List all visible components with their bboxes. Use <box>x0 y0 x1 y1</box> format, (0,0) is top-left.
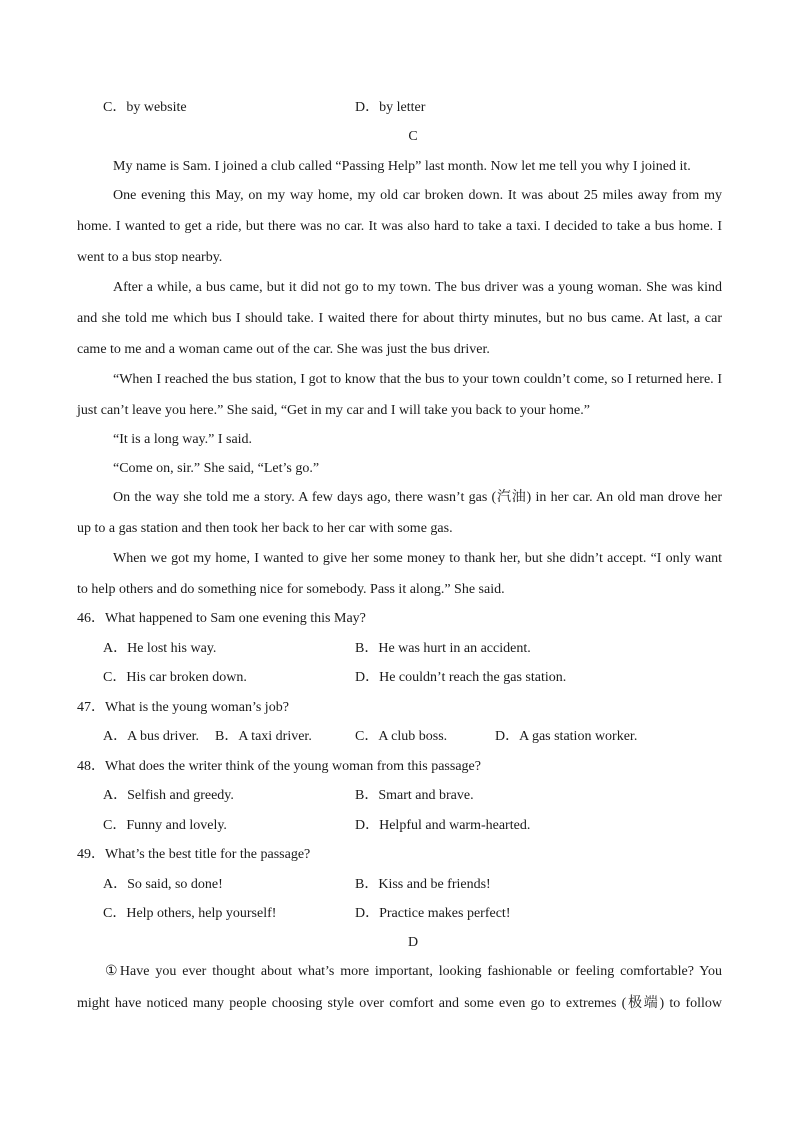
paragraph-2-line-3: went to a bus stop nearby. <box>77 250 223 265</box>
paragraph-7-line-1: On the way she told me a story. A few days ago, there wasn’t gas (汽油) in her car. An old man drove her <box>113 490 722 505</box>
paragraph-2-line-1: One evening this May, on my way home, my old car broken down. It was about 25 miles away from my <box>113 188 722 203</box>
question-49-option-a: A．So said, so done! <box>103 877 223 892</box>
paragraph-6: “Come on, sir.” She said, “Let’s go.” <box>113 461 320 476</box>
question-46-option-d: D．He couldn’t reach the gas station. <box>355 670 567 685</box>
question-47-option-c: C．A club boss. <box>355 729 448 744</box>
question-49-option-b: B．Kiss and be friends! <box>355 877 491 892</box>
section-d-heading: D <box>407 935 419 950</box>
paragraph-4-line-1: “When I reached the bus station, I got to know that the bus to your town couldn’t come, so I returned here. I <box>113 372 722 387</box>
section-d-line-1: ①Have you ever thought about what’s more important, looking fashionable or feeling comfortable? You <box>105 964 722 979</box>
question-46-option-a: A．He lost his way. <box>103 641 217 656</box>
question-49-stem: 49．What’s the best title for the passage? <box>77 847 311 862</box>
question-47-stem: 47．What is the young woman’s job? <box>77 700 289 715</box>
paragraph-7-line-2: up to a gas station and then took her back to her car with some gas. <box>77 521 453 536</box>
question-48-option-a: A．Selfish and greedy. <box>103 788 234 803</box>
paragraph-3-line-1: After a while, a bus came, but it did not go to my town. The bus driver was a young woman. She was kind <box>113 280 722 295</box>
question-48-option-b: B．Smart and brave. <box>355 788 474 803</box>
question-46-stem: 46．What happened to Sam one evening this May? <box>77 611 366 626</box>
question-48-stem: 48．What does the writer think of the young woman from this passage? <box>77 759 481 774</box>
question-46-option-b: B．He was hurt in an accident. <box>355 641 531 656</box>
question-48-option-c: C．Funny and lovely. <box>103 818 227 833</box>
option-d-prev: D．by letter <box>355 100 426 115</box>
paragraph-8-line-1: When we got my home, I wanted to give her some money to thank her, but she didn’t accept. “I only want <box>113 551 722 566</box>
paragraph-5: “It is a long way.” I said. <box>113 432 253 447</box>
section-d-line-2: might have noticed many people choosing style over comfort and some even go to extremes (极端) to follow <box>77 996 722 1011</box>
paragraph-2-line-2: home. I wanted to get a ride, but there was no car. It was also hard to take a taxi. I decided to take a bus home. I <box>77 219 722 234</box>
paragraph-3-line-2: and she told me which bus I should take. I waited there for about thirty minutes, but no bus came. At last, a car <box>77 311 722 326</box>
question-47-option-b: B．A taxi driver. <box>215 729 312 744</box>
question-47-option-a: A．A bus driver. <box>103 729 200 744</box>
paragraph-1: My name is Sam. I joined a club called “Passing Help” last month. Now let me tell you why I joined it. <box>113 159 691 174</box>
paragraph-3-line-3: came to me and a woman came out of the car. She was just the bus driver. <box>77 342 490 357</box>
option-c-prev: C．by website <box>103 100 187 115</box>
question-48-option-d: D．Helpful and warm-hearted. <box>355 818 531 833</box>
question-46-option-c: C．His car broken down. <box>103 670 247 685</box>
question-49-option-d: D．Practice makes perfect! <box>355 906 511 921</box>
question-49-option-c: C．Help others, help yourself! <box>103 906 277 921</box>
paragraph-4-line-2: just can’t leave you here.” She said, “Get in my car and I will take you back to your home.” <box>77 403 590 418</box>
section-c-heading: C <box>408 129 418 144</box>
paragraph-8-line-2: to help others and do something nice for somebody. Pass it along.” She said. <box>77 582 505 597</box>
question-47-option-d: D．A gas station worker. <box>495 729 638 744</box>
